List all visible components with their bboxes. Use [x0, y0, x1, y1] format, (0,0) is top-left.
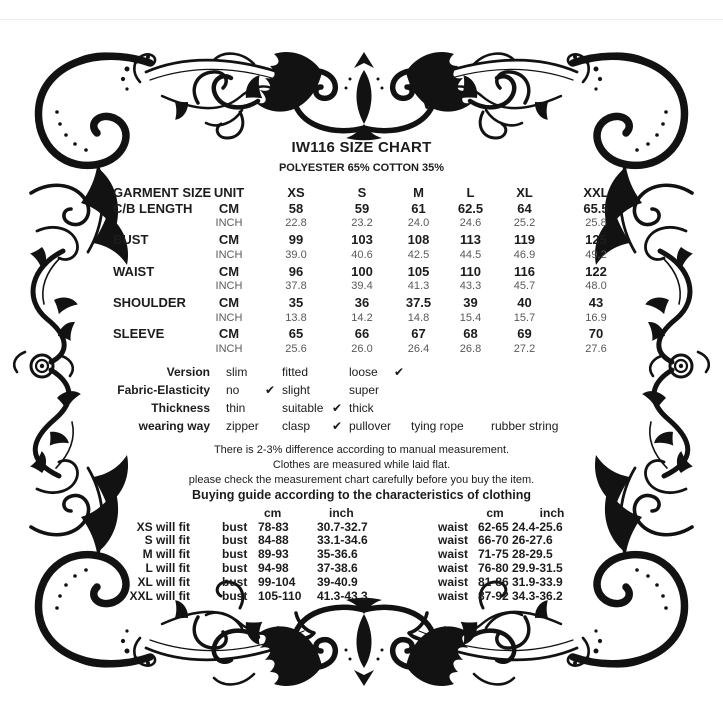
- option-label: suitable: [282, 400, 324, 415]
- waist-cm-header: cm: [486, 505, 504, 520]
- buying-guide-row: [115, 534, 592, 548]
- unit-cm-label: CM: [218, 200, 240, 216]
- waist-label: waist: [438, 547, 469, 562]
- size-column-header: XS: [287, 185, 305, 200]
- bust-label: bust: [222, 533, 248, 548]
- characteristic-label: Thickness: [151, 400, 210, 415]
- fit-size-label: XXL will fit: [129, 588, 190, 603]
- inch-value: 45.7: [513, 280, 536, 293]
- characteristic-option: [487, 417, 587, 435]
- inch-value: 26.4: [407, 343, 430, 356]
- waist-label: waist: [438, 560, 469, 575]
- characteristic-option: [407, 417, 487, 435]
- unit-cm-label: CM: [218, 326, 240, 342]
- measurement-row-inch: [108, 342, 640, 358]
- unit-cm-label: CM: [218, 232, 240, 248]
- note-line: Clothes are measured while laid flat.: [272, 458, 451, 471]
- cm-value: 70: [588, 326, 604, 342]
- fit-size-label: S will fit: [144, 533, 190, 548]
- inch-value: 40.6: [351, 248, 373, 261]
- check-icon: ✔: [331, 400, 342, 415]
- characteristic-option: [278, 363, 345, 381]
- waist-cm-range: 66-70: [478, 533, 509, 548]
- inch-value: 26.8: [459, 343, 482, 356]
- spacer: [108, 279, 198, 295]
- waist-inch-header: inch: [539, 505, 565, 520]
- buying-guide-title: Buying guide according to the characteristics of clothing: [192, 487, 531, 502]
- option-label: super: [349, 382, 380, 397]
- cm-value: 99: [288, 232, 304, 248]
- option-label: fitted: [282, 364, 309, 379]
- size-column-header: L: [466, 185, 475, 200]
- fit-size-label: L will fit: [145, 560, 190, 575]
- option-label: slim: [226, 364, 248, 379]
- inch-value: 27.2: [513, 343, 536, 356]
- cm-value: 110: [460, 263, 481, 279]
- bust-inch-range: 37-38.6: [317, 560, 358, 575]
- waist-inch-range: 29.9-31.5: [512, 560, 563, 575]
- option-label: rubber string: [491, 418, 559, 433]
- inch-value: 44.5: [459, 248, 482, 261]
- cm-value: 58: [288, 200, 304, 216]
- spacer: [108, 248, 198, 264]
- measurement-notes: [0, 443, 723, 488]
- bust-cm-range: 105-110: [258, 588, 302, 603]
- cm-value: 69: [517, 326, 532, 342]
- size-table-header-row: [108, 185, 640, 201]
- cm-value: 96: [288, 263, 304, 279]
- cm-value: 59: [354, 200, 370, 216]
- inch-value: 25.8: [585, 217, 607, 230]
- size-chart-table: [108, 185, 640, 358]
- cm-value: 125: [585, 232, 607, 248]
- inch-value: 39.0: [285, 248, 307, 261]
- inch-value: 16.9: [585, 311, 607, 324]
- characteristic-option: [278, 399, 345, 417]
- bust-label: bust: [222, 574, 248, 589]
- inch-value: 26.0: [351, 343, 373, 356]
- bust-inch-range: 30.7-32.7: [317, 519, 368, 534]
- buying-guide-row: [115, 590, 592, 604]
- bust-cm-range: 99-104: [258, 574, 296, 589]
- waist-inch-range: 24.4-25.6: [512, 519, 563, 534]
- buying-guide-row: [115, 576, 592, 590]
- buying-guide-table: [115, 507, 592, 604]
- size-column-header: M: [413, 185, 424, 200]
- page-title: IW116 SIZE CHART: [291, 139, 432, 156]
- unit-header: UNIT: [213, 185, 245, 200]
- note-line: There is 2-3% difference according to manual measurement.: [213, 443, 510, 456]
- measurement-row-inch: [108, 216, 640, 232]
- waist-inch-range: 28-29.5: [512, 547, 553, 562]
- characteristic-option: [345, 381, 407, 399]
- cm-value: 43: [588, 294, 604, 310]
- waist-inch-range: 34.3-36.2: [512, 588, 563, 603]
- cm-value: 119: [514, 232, 535, 248]
- characteristic-option: [222, 417, 278, 435]
- inch-value: 13.8: [285, 311, 307, 324]
- cm-value: 61: [411, 200, 426, 216]
- inch-value: 48.0: [585, 280, 607, 293]
- inch-value: 25.6: [285, 343, 307, 356]
- inch-value: 25.2: [513, 217, 536, 230]
- bust-inch-header: inch: [329, 505, 354, 520]
- characteristic-option: [222, 381, 278, 399]
- characteristic-option: [345, 363, 407, 381]
- measurement-label: C/B LENGTH: [113, 200, 193, 216]
- cm-value: 100: [351, 263, 373, 279]
- characteristic-row: [60, 417, 723, 435]
- characteristic-option: [345, 399, 407, 417]
- spacer: [115, 507, 190, 521]
- inch-value: 23.2: [351, 217, 373, 230]
- bust-inch-range: 35-36.6: [317, 547, 358, 562]
- size-column-header: XXL: [583, 185, 609, 200]
- option-label: pullover: [349, 418, 392, 433]
- bust-inch-range: 39-40.9: [317, 574, 358, 589]
- bust-inch-range: 33.1-34.6: [317, 533, 368, 548]
- note-line: please check the measurement chart carefully before you buy the item.: [188, 473, 535, 486]
- option-label: thin: [226, 400, 246, 415]
- inch-value: 37.8: [285, 280, 307, 293]
- waist-inch-range: 26-27.6: [512, 533, 553, 548]
- bust-label: bust: [222, 547, 248, 562]
- unit-cm-label: CM: [218, 294, 240, 310]
- waist-label: waist: [438, 519, 469, 534]
- characteristic-label: wearing way: [138, 418, 210, 433]
- inch-value: 15.4: [459, 311, 482, 324]
- measurement-row-cm: [108, 264, 640, 280]
- waist-label: waist: [438, 574, 469, 589]
- waist-cm-range: 62-65: [478, 519, 509, 534]
- cm-value: 62.5: [457, 200, 484, 216]
- characteristic-row: [60, 381, 723, 399]
- option-label: slight: [282, 382, 311, 397]
- measurement-row-inch: [108, 279, 640, 295]
- cm-value: 67: [411, 326, 426, 342]
- check-icon: ✔: [393, 364, 404, 379]
- spacer: [108, 311, 198, 327]
- waist-cm-range: 76-80: [478, 560, 509, 575]
- waist-cm-range: 81-86: [478, 574, 509, 589]
- cm-value: 35: [288, 294, 304, 310]
- waist-cm-range: 87-92: [478, 588, 509, 603]
- cm-value: 108: [407, 232, 430, 248]
- inch-value: 42.5: [407, 248, 430, 261]
- bottom-center-ornament: [206, 598, 522, 686]
- cm-value: 40: [517, 294, 532, 310]
- measurement-row-cm: [108, 201, 640, 217]
- measurement-label: SLEEVE: [113, 326, 165, 342]
- bust-cm-range: 84-88: [258, 533, 289, 548]
- bust-cm-range: 94-98: [258, 560, 289, 575]
- buying-guide-row: [115, 548, 592, 562]
- inch-value: 24.0: [407, 217, 430, 230]
- measurement-row-cm: [108, 326, 640, 342]
- cm-value: 122: [585, 263, 607, 279]
- waist-label: waist: [438, 588, 469, 603]
- cm-value: 116: [514, 263, 535, 279]
- measurement-label: SHOULDER: [113, 294, 186, 310]
- option-label: no: [226, 382, 240, 397]
- check-icon: ✔: [331, 418, 342, 433]
- cm-value: 113: [460, 232, 481, 248]
- unit-inch-label: INCH: [215, 248, 243, 261]
- option-label: tying rope: [411, 418, 464, 433]
- characteristic-option: [345, 417, 407, 435]
- characteristic-row: [60, 363, 723, 381]
- option-label: thick: [349, 400, 374, 415]
- measurement-label: BUST: [113, 232, 149, 248]
- waist-inch-range: 31.9-33.9: [512, 574, 563, 589]
- unit-cm-label: CM: [218, 263, 240, 279]
- spacer: [108, 216, 198, 232]
- inch-value: 22.8: [285, 217, 307, 230]
- option-label: clasp: [282, 418, 311, 433]
- cm-value: 105: [407, 263, 430, 279]
- inch-value: 14.2: [351, 311, 373, 324]
- bust-label: bust: [222, 560, 248, 575]
- spacer: [108, 342, 198, 358]
- buying-guide-row: [115, 521, 592, 535]
- cm-value: 66: [354, 326, 370, 342]
- unit-inch-label: INCH: [215, 311, 243, 324]
- cm-value: 68: [463, 326, 478, 342]
- check-icon: ✔: [264, 382, 275, 397]
- bust-label: bust: [222, 588, 248, 603]
- characteristic-option: [278, 381, 345, 399]
- characteristic-option: [222, 363, 278, 381]
- measurement-row-inch: [108, 311, 640, 327]
- cm-value: 37.5: [405, 294, 432, 310]
- cm-value: 64: [517, 200, 532, 216]
- inch-value: 14.8: [407, 311, 430, 324]
- size-column-header: S: [357, 185, 367, 200]
- bust-inch-range: 41.3-43.3: [317, 588, 368, 603]
- bust-cm-range: 89-93: [258, 547, 289, 562]
- inch-value: 27.6: [585, 343, 607, 356]
- cm-value: 36: [354, 294, 370, 310]
- option-label: zipper: [226, 418, 259, 433]
- garment-characteristics: [60, 363, 723, 435]
- waist-label: waist: [438, 533, 469, 548]
- bust-cm-range: 78-83: [258, 519, 289, 534]
- inch-value: 49.2: [585, 248, 607, 261]
- size-column-header: XL: [516, 185, 533, 200]
- measurement-row-cm: [108, 295, 640, 311]
- inch-value: 41.3: [407, 280, 430, 293]
- waist-cm-range: 71-75: [478, 547, 509, 562]
- option-label: loose: [349, 364, 378, 379]
- characteristic-label: Fabric-Elasticity: [117, 382, 210, 397]
- characteristic-option: [278, 417, 345, 435]
- characteristic-label: Version: [166, 364, 210, 379]
- characteristic-row: [60, 399, 723, 417]
- cm-value: 39: [463, 294, 478, 310]
- buying-guide-row: [115, 562, 592, 576]
- measurement-label: WAIST: [113, 263, 155, 279]
- fabric-composition: POLYESTER 65% COTTON 35%: [278, 162, 445, 174]
- spacer: [190, 507, 258, 521]
- inch-value: 15.7: [513, 311, 536, 324]
- bust-cm-header: cm: [264, 505, 282, 520]
- inch-value: 24.6: [459, 217, 482, 230]
- unit-inch-label: INCH: [215, 343, 243, 356]
- inch-value: 43.3: [459, 280, 482, 293]
- fit-size-label: M will fit: [142, 547, 190, 562]
- measurement-row-inch: [108, 248, 640, 264]
- cm-value: 65.5: [583, 200, 609, 216]
- unit-inch-label: INCH: [215, 280, 243, 293]
- inch-value: 39.4: [351, 280, 373, 293]
- measurement-row-cm: [108, 232, 640, 248]
- fit-size-label: XL will fit: [137, 574, 190, 589]
- cm-value: 103: [351, 232, 373, 248]
- unit-inch-label: INCH: [215, 217, 243, 230]
- cm-value: 65: [288, 326, 304, 342]
- inch-value: 46.9: [513, 248, 536, 261]
- fit-size-label: XS will fit: [136, 519, 190, 534]
- garment-size-header: GARMENT SIZE: [113, 185, 212, 200]
- spacer: [438, 507, 478, 521]
- buying-guide-header-row: [115, 507, 592, 521]
- bust-label: bust: [222, 519, 248, 534]
- characteristic-option: [222, 399, 278, 417]
